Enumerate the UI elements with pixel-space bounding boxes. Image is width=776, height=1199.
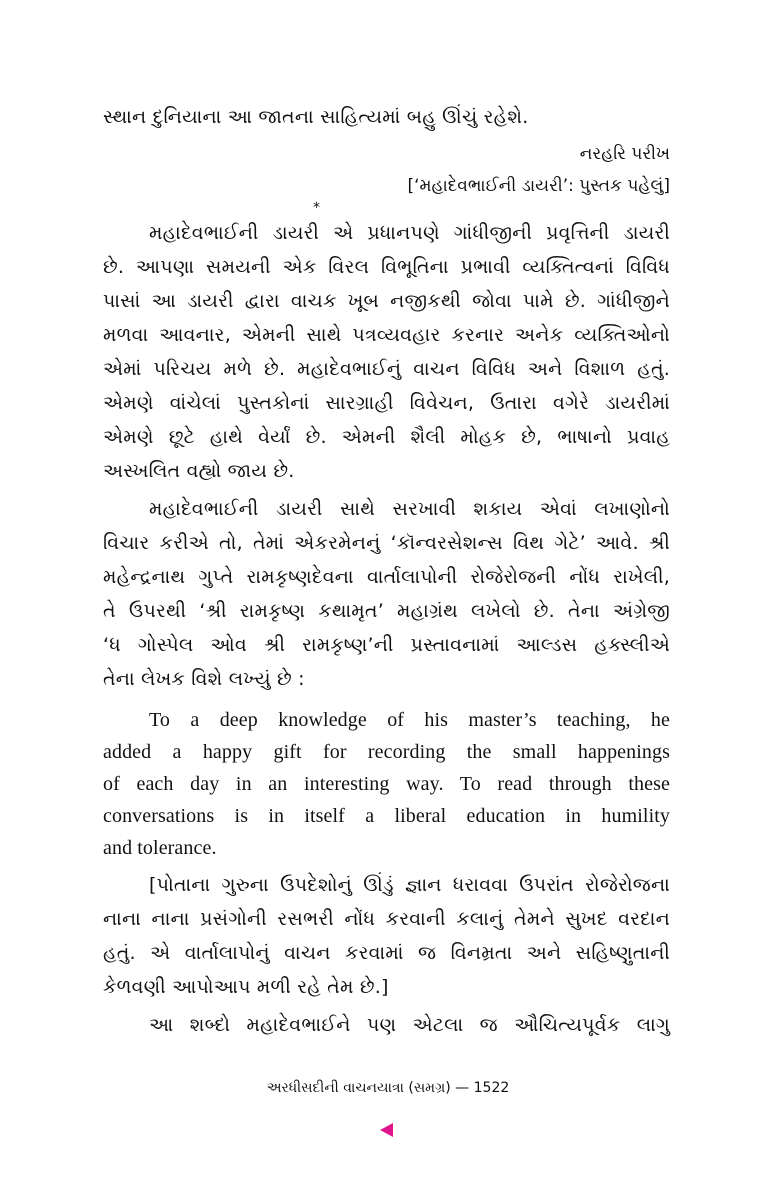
previous-page-triangle-icon[interactable] bbox=[380, 1123, 393, 1137]
text-line: મહાદેવભાઈની ડાયરી સાથે સરખાવી શકાય એવાં લખાણોનો bbox=[149, 498, 670, 520]
quote-line: added a happy gift for recording the small happenings bbox=[103, 741, 670, 763]
text-line: છે. આપણા સમયની એક વિરલ વિભૂતિના પ્રભાવી વ્યક્તિત્વનાં વિવિધ bbox=[103, 256, 670, 278]
text-line: [પોતાના ગુરુના ઉપદેશોનું ઊંડું જ્ઞાન ધરાવવા ઉપરાંત રોજેરોજના bbox=[149, 874, 670, 896]
text-line: નાના નાના પ્રસંગોની રસભરી નોંધ કરવાની કલાનું તેમને સુખદ વરદાન bbox=[103, 908, 670, 930]
text-line: મહાદેવભાઈની ડાયરી એ પ્રધાનપણે ગાંધીજીની પ્રવૃત્તિની ડાયરી bbox=[149, 222, 670, 244]
text-line: ‘ધ ગોસ્પેલ ઓવ શ્રી રામકૃષ્ણ’ની પ્રસ્તાવનામાં આલ્ડસ હક્સ્લીએ bbox=[103, 634, 670, 656]
author-signature: નરહરિ પરીખ bbox=[579, 144, 670, 164]
text-line: કેળવણી આપોઆપ મળી રહે તેમ છે.] bbox=[103, 976, 389, 998]
text-line: આ શબ્દો મહાદેવભાઈને પણ એટલા જ ઔચિત્યપૂર્વક લાગુ bbox=[149, 1014, 670, 1036]
paragraph-diary-intro bbox=[103, 216, 670, 488]
paragraph-continuation bbox=[103, 1008, 670, 1042]
source-citation: [‘મહાદેવભાઈની ડાયરી’: પુસ્તક પહેલું] bbox=[407, 176, 670, 196]
text-line: તે ઉપરથી ‘શ્રી રામકૃષ્ણ કથામૃત’ મહાગ્રંથ લખેલો છે. તેના અંગ્રેજી bbox=[103, 600, 670, 622]
quote-line: of each day in an interesting way. To read through these bbox=[103, 773, 670, 795]
page-footer: અરધીસદીની વાચનયાત્રા (સમગ્ર) — 1522 bbox=[266, 1080, 510, 1096]
quote-line: and tolerance. bbox=[103, 837, 217, 859]
text-line: એમાં પરિચય મળે છે. મહાદેવભાઈનું વાચન વિવિધ અને વિશાળ હતું. bbox=[103, 358, 670, 380]
paragraph-translation bbox=[103, 868, 670, 1004]
text-line: મહેન્દ્રનાથ ગુપ્તે રામકૃષ્ણદેવના વાર્તાલાપોની રોજેરોજની નોંધ રાખેલી, bbox=[103, 566, 670, 588]
page-body bbox=[103, 100, 670, 1160]
text-line: એમણે છૂટે હાથે વેર્યાં છે. એમની શૈલી મોહક છે, ભાષાનો પ્રવાહ bbox=[103, 426, 670, 448]
quote-line: To a deep knowledge of his master’s teaching, he bbox=[149, 709, 670, 731]
text-line: હતું. એ વાર્તાલાપોનું વાચન કરવામાં જ વિનમ્રતા અને સહિષ્ણુતાની bbox=[103, 942, 670, 964]
text-line: મળવા આવનાર, એમની સાથે પત્રવ્યવહાર કરનાર અનેક વ્યક્તિઓનો bbox=[103, 324, 670, 346]
text-line: વિચાર કરીએ તો, તેમાં એકરમેનનું ‘કૉન્વરસેશન્સ વિથ ગેટે’ આવે. શ્રી bbox=[103, 532, 670, 554]
paragraph-comparison bbox=[103, 492, 670, 696]
paragraph-closing bbox=[103, 100, 670, 134]
english-quote bbox=[103, 704, 670, 864]
section-separator: * bbox=[313, 200, 320, 216]
text-line: અસ્ખલિત વહ્યો જાય છે. bbox=[103, 460, 295, 482]
text-line: તેના લેખક વિશે લખ્યું છે : bbox=[103, 668, 305, 690]
text-line: પાસાં આ ડાયરી દ્વારા વાચક ખૂબ નજીકથી જોવા પામે છે. ગાંધીજીને bbox=[103, 290, 670, 312]
text-line: એમણે વાંચેલાં પુસ્તકોનાં સારગ્રાહી વિવેચન, ઉતારા વગેરે ડાયરીમાં bbox=[103, 392, 670, 414]
quote-line: conversations is in itself a liberal education in humility bbox=[103, 805, 670, 827]
text-line: સ્થાન દુનિયાના આ જાતના સાહિત્યમાં બહુ ઊંચું રહેશે. bbox=[103, 106, 529, 128]
